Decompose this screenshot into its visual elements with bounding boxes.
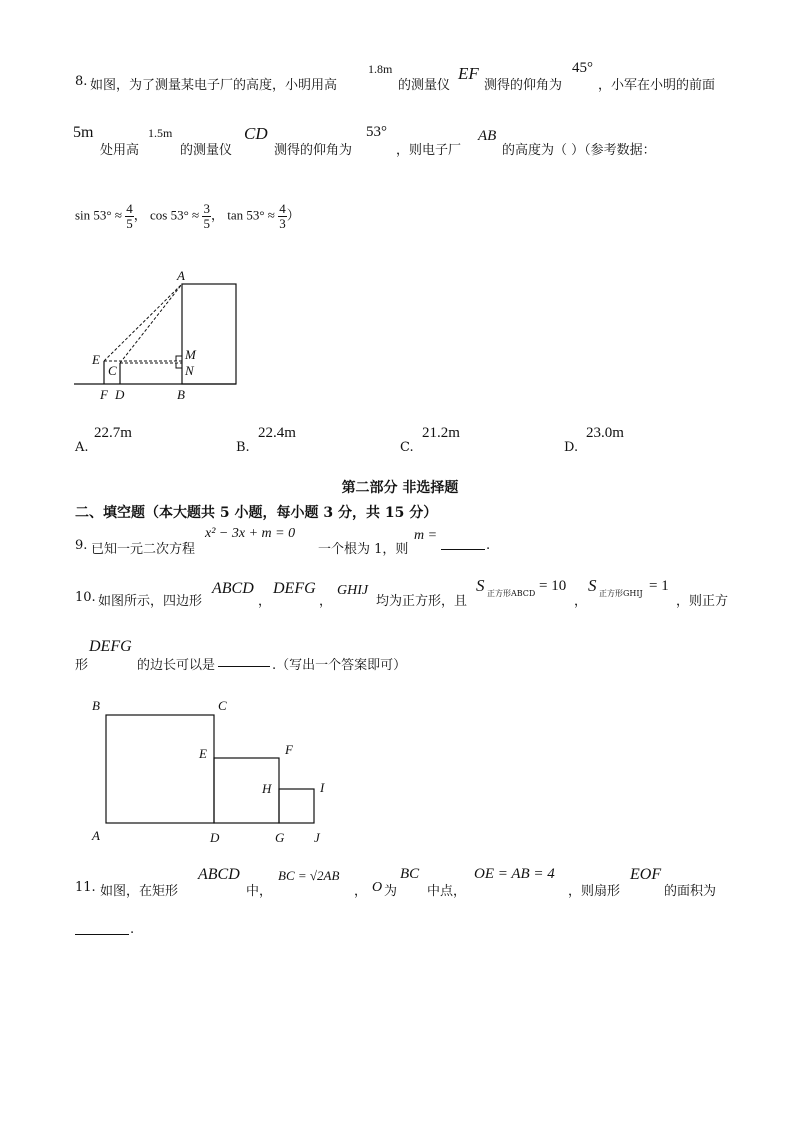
q8-text-2c: 测得的仰角为 [274, 143, 353, 158]
sin-fraction: $\frac{4}{5}$ [126, 201, 133, 231]
q9-number: 9. [75, 538, 88, 553]
label-g2: G [275, 830, 285, 845]
option-a-value: 22.7m [94, 425, 132, 441]
q8-text-2b: 的测量仪 [180, 143, 233, 158]
cos-fraction: $\frac{3}{5}$ [203, 201, 210, 231]
q8-height-2: 1.5m [148, 126, 173, 140]
q11-text-c: ， [354, 884, 368, 899]
q8-figure [60, 262, 260, 412]
q8-text-1c: 测得的仰角为 [484, 78, 563, 93]
sin-label: sin 53° ≈ [75, 207, 123, 223]
q8-ef: EF [458, 64, 479, 83]
sight-line-e [104, 284, 182, 361]
q11-text-f: ，则扇形 [568, 884, 621, 899]
q10-sep2: ， [319, 594, 333, 609]
option-c-value: 21.2m [422, 425, 460, 441]
q9-equation: x² − 3x + m = 0 [205, 526, 296, 541]
tan-label: tan 53° ≈ [227, 207, 275, 223]
q8-height-1: 1.8m [368, 62, 393, 76]
label-m: M [185, 347, 196, 362]
q10-text-l2c: .（写出一个答案即可） [272, 658, 407, 673]
q11-bc-eq: BC = √2AB [278, 868, 340, 883]
label-d2: D [210, 830, 220, 845]
sight-line-c [120, 284, 182, 363]
option-c-letter: C. [400, 440, 414, 455]
section2-title: 二、填空题（本大题共 5 小题，每小题 3 分，共 15 分） [75, 505, 438, 521]
q10-text-b: 均为正方形，且 [376, 594, 468, 609]
q11-text-e: 中点， [427, 884, 467, 899]
label-j2: J [314, 830, 320, 845]
q10-figure [80, 694, 340, 854]
q10-s1-value: = 10 [539, 578, 567, 594]
q9-text-a: 已知一元二次方程 [91, 542, 196, 557]
q11-text-b: 中， [246, 884, 273, 899]
q8-number: 8. [75, 74, 88, 89]
q9-answer-blank[interactable] [441, 537, 485, 550]
option-d-value: 23.0m [586, 425, 624, 441]
label-a2: A [92, 828, 100, 843]
cos-label: cos 53° ≈ [150, 207, 200, 223]
right-angle-m [176, 356, 182, 361]
square-ghij [279, 789, 314, 823]
q11-answer-blank[interactable] [75, 921, 129, 935]
q8-distance: 5m [73, 124, 94, 141]
q11-abcd: ABCD [198, 866, 240, 883]
q10-answer-blank[interactable] [218, 653, 270, 667]
label-f: F [100, 387, 108, 402]
q8-text-1d: ，小军在小明的前面 [598, 78, 716, 93]
q10-text-c: ，则正方 [676, 594, 729, 609]
option-b-letter: B. [236, 440, 250, 455]
q8-text-2e: 的高度为（ ）（参考数据： [502, 143, 656, 158]
q10-sep1: ， [258, 594, 272, 609]
q8-angle-45: 45° [572, 60, 593, 76]
q8-text-2a: 处用高 [100, 143, 140, 158]
label-f2: F [285, 742, 293, 757]
q10-defg: DEFG [273, 580, 316, 597]
label-a: A [177, 268, 185, 283]
label-b2: B [92, 698, 100, 713]
label-h2: H [262, 781, 272, 796]
q10-s2-value: = 1 [649, 578, 669, 594]
label-c: C [108, 363, 117, 378]
q8-text-1a: 如图，为了测量某电子厂的高度，小明用高 [90, 78, 338, 93]
q9-m-eq: m = [414, 528, 438, 543]
label-n: N [185, 363, 194, 378]
q10-abcd: ABCD [212, 580, 254, 597]
q11-end: . [130, 922, 135, 937]
q10-s2-sub: 正方形GHIJ [599, 589, 643, 598]
label-d: D [115, 387, 125, 402]
q8-reference-data: sin 53° ≈ $\frac{4}{5}$ ， cos 53° ≈ $\frac{3}{5}$ ， tan 53° ≈ $\frac{4}{3}$ ） [75, 201, 300, 231]
option-a-letter: A. [75, 440, 89, 455]
q11-o: O [372, 880, 383, 895]
q8-text-2d: ，则电子厂 [396, 143, 462, 158]
q10-text-l2a: 形 [75, 658, 89, 673]
q8-angle-53: 53° [366, 124, 387, 140]
q10-defg-2: DEFG [89, 638, 132, 655]
right-angle-n [176, 363, 182, 368]
q10-sep3: ， [574, 594, 588, 609]
q11-eof: EOF [630, 866, 662, 883]
q10-s1: S [476, 576, 485, 595]
q11-text-g: 的面积为 [664, 884, 717, 899]
q8-text-1b: 的测量仪 [398, 78, 451, 93]
q11-bc: BC [400, 866, 420, 882]
q9-end: . [486, 538, 491, 553]
label-i2: I [320, 780, 325, 795]
q11-text-a: 如图，在矩形 [100, 884, 179, 899]
label-e2: E [199, 746, 207, 761]
option-d-letter: D. [564, 440, 579, 455]
part2-title: 第二部分 非选择题 [341, 480, 459, 496]
q11-text-d: 为 [384, 884, 398, 899]
square-abcd [106, 715, 214, 823]
option-b-value: 22.4m [258, 425, 296, 441]
q10-ghij: GHIJ [337, 583, 369, 598]
label-e: E [92, 352, 100, 367]
q8-cd: CD [244, 124, 268, 143]
q10-number: 10. [75, 590, 96, 605]
label-b: B [177, 387, 185, 402]
label-c2: C [218, 698, 227, 713]
q11-number: 11. [75, 880, 96, 895]
tan-fraction: $\frac{4}{3}$ [279, 201, 286, 231]
q10-text-l2b: 的边长可以是 [137, 658, 216, 673]
q9-text-b: 一个根为 1，则 [318, 542, 409, 557]
q8-ab: AB [478, 128, 497, 144]
q10-s2: S [588, 576, 597, 595]
q11-oe-eq: OE = AB = 4 [474, 866, 555, 882]
q10-s1-sub: 正方形ABCD [487, 589, 536, 598]
q10-text-a: 如图所示，四边形 [98, 594, 203, 609]
